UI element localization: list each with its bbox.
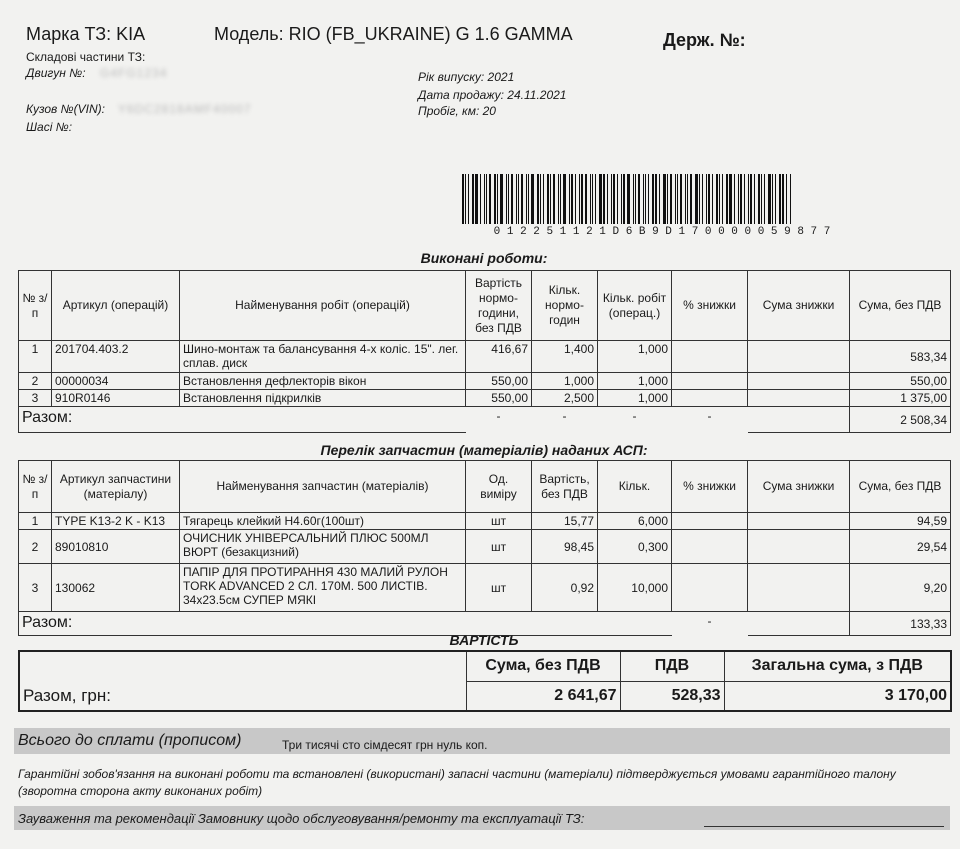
engine-label: Двигун №: (26, 66, 86, 80)
empty-cell (19, 651, 466, 681)
barcode-bar (497, 174, 498, 224)
cell: 1,000 (598, 373, 672, 390)
cell: Тягарець клейкий H4.60г(100шт) (180, 513, 466, 530)
col-header: Артикул (операцій) (52, 271, 180, 341)
amount-words-label: Всього до сплати (прописом) (18, 732, 242, 749)
barcode-bar (648, 174, 649, 224)
cell: 550,00 (466, 373, 532, 390)
barcode-bar (680, 174, 682, 224)
cost-section (18, 632, 950, 712)
cell: 6,000 (598, 513, 672, 530)
parts-title: Перелік запчастин (матеріалів) наданих АСП: (320, 442, 648, 458)
barcode-bar (722, 174, 723, 224)
amount-words-value: Три тисячі сто сімдесят грн нуль коп. (282, 738, 488, 752)
barcode-bar (699, 174, 700, 224)
body-value: Y6DC2818AMF40007 (118, 102, 252, 116)
barcode-bar (786, 174, 787, 224)
empty-cell (748, 407, 850, 433)
barcode-bar (740, 174, 742, 224)
cell: 0,300 (598, 530, 672, 564)
table-row (19, 390, 951, 407)
cell: 1 375,00 (850, 390, 951, 407)
barcode-bar (645, 174, 646, 224)
dash: - (562, 409, 567, 423)
parts-total-value: 133,33 (850, 612, 951, 636)
barcode-bar (480, 174, 481, 224)
year-label: Рік випуску: 2021 (418, 70, 515, 84)
barcode-bar (670, 174, 672, 224)
barcode-bar (590, 174, 591, 224)
parts-header-row (19, 461, 951, 513)
col-header: Сума знижки (748, 461, 850, 513)
cell: 2 (19, 530, 52, 564)
sale-date-label: Дата продажу: 24.11.2021 (418, 88, 567, 102)
barcode-bar (550, 174, 551, 224)
body-label: Кузов №(VIN): (26, 102, 105, 116)
col-header: Вартість, без ПДВ (532, 461, 598, 513)
barcode-bar (599, 174, 602, 224)
barcode-bars (462, 174, 862, 224)
barcode-bar (468, 174, 469, 224)
cell: 1,000 (598, 341, 672, 373)
barcode-bar (528, 174, 529, 224)
cost-header-row (19, 651, 951, 681)
barcode-bar (494, 174, 496, 224)
amount-words-bar (14, 728, 950, 754)
col-header: % знижки (672, 271, 748, 341)
barcode-bar (659, 174, 660, 224)
barcode-bar (652, 174, 654, 224)
brand-label: Марка ТЗ: KIA (26, 24, 146, 44)
barcode-bar (500, 174, 503, 224)
barcode-bar (531, 174, 534, 224)
barcode-bar (779, 174, 781, 224)
cost-vat: 528,33 (620, 681, 724, 711)
barcode-bar (543, 174, 544, 224)
barcode-bar (585, 174, 587, 224)
cell: шт (466, 564, 532, 612)
barcode-bar (677, 174, 678, 224)
cell (672, 513, 748, 530)
cell: 3 (19, 564, 52, 612)
table-row (19, 530, 951, 564)
cell: 550,00 (850, 373, 951, 390)
cell: 10,000 (598, 564, 672, 612)
barcode-bar (790, 174, 791, 224)
cell (748, 513, 850, 530)
barcode-bar (537, 174, 539, 224)
barcode-bar (638, 174, 640, 224)
barcode-bar (726, 174, 728, 224)
remarks-line (704, 826, 944, 827)
barcode-bar (685, 174, 686, 224)
cell: Шино-монтаж та балансування 4-х коліс. 15". лег. сплав. диск (180, 341, 466, 373)
table-row (19, 513, 951, 530)
col-header: Сума знижки (748, 271, 850, 341)
col-header: № з/п (19, 461, 52, 513)
cell: 910R0146 (52, 390, 180, 407)
cell: 1 (19, 341, 52, 373)
cell: 416,67 (466, 341, 532, 373)
barcode-bar (508, 174, 509, 224)
cell (672, 530, 748, 564)
barcode-bar (547, 174, 549, 224)
cell: ПАПІР ДЛЯ ПРОТИРАННЯ 430 МАЛИЙ РУЛОН TORK ADVANCED 2 СЛ. 170М. 500 ЛИСТІВ. 34x23.5см СУПЕР МЯКІ (180, 564, 466, 612)
barcode-bar (719, 174, 720, 224)
barcode-text: 0 1 2 2 5 1 1 2 1 D 6 B 9 D 1 7 0 0 0 0 0 5 9 8 7 7 (493, 226, 831, 238)
col-header: Артикул запчастини (матеріалу) (52, 461, 180, 513)
cell: 130062 (52, 564, 180, 612)
cell: 9,20 (850, 564, 951, 612)
barcode-bar (617, 174, 618, 224)
barcode-bar (690, 174, 692, 224)
cell (672, 341, 748, 373)
cell: 98,45 (532, 530, 598, 564)
barcode-bar (744, 174, 745, 224)
cell: 94,59 (850, 513, 951, 530)
barcode-bar (579, 174, 580, 224)
warranty-text: Гарантійні зобов'язання на виконані роботи та встановлені (використані) запасні частини (матеріали) підтверджується умовами гарантійного талону (зворотна сторона акту виконаних робіт) (18, 767, 896, 798)
dash: - (496, 409, 501, 423)
barcode-bar (768, 174, 771, 224)
barcode-bar (635, 174, 636, 224)
dash: - (707, 614, 712, 628)
barcode-bar (526, 174, 527, 224)
barcode-bar (708, 174, 710, 224)
cost-row-label: Разом, грн: (19, 681, 466, 711)
barcode-bar (775, 174, 776, 224)
cell: ОЧИСНИК УНІВЕРСАЛЬНИЙ ПЛЮС 500МЛ ВЮРТ (безакцизний) (180, 530, 466, 564)
works-table (18, 270, 951, 433)
parts-label: Складові частини ТЗ: (26, 50, 146, 64)
dash: - (632, 409, 637, 423)
cell: 1,000 (598, 390, 672, 407)
barcode-bar (667, 174, 668, 224)
cell: 15,77 (532, 513, 598, 530)
col-header: № з/п (19, 271, 52, 341)
col-header: Кільк. (598, 461, 672, 513)
parts-total-label: Разом: (19, 612, 672, 636)
barcode-bar (761, 174, 762, 224)
barcode-bar (553, 174, 555, 224)
barcode-bar (611, 174, 612, 224)
cost-sum: 2 641,67 (466, 681, 620, 711)
cell (748, 341, 850, 373)
col-total-header: Загальна сума, з ПДВ (724, 651, 951, 681)
barcode-bar (465, 174, 466, 224)
barcode-bar (540, 174, 541, 224)
barcode-bar (475, 174, 478, 224)
barcode-bar (627, 174, 630, 224)
barcode-bar (754, 174, 755, 224)
cell: 29,54 (850, 530, 951, 564)
cell: 89010810 (52, 530, 180, 564)
barcode-bar (729, 174, 732, 224)
chassis-label: Шасі №: (26, 120, 73, 134)
barcode-bar (592, 174, 593, 224)
barcode-bar (695, 174, 698, 224)
col-sum-header: Сума, без ПДВ (466, 651, 620, 681)
cell: шт (466, 530, 532, 564)
barcode-bar (595, 174, 596, 224)
cell (748, 564, 850, 612)
barcode-bar (738, 174, 739, 224)
mileage-label: Пробіг, км: 20 (418, 104, 496, 118)
cell: шт (466, 513, 532, 530)
cell (672, 564, 748, 612)
barcode-bar (623, 174, 625, 224)
table-row (19, 373, 951, 390)
barcode (462, 174, 862, 238)
barcode-bar (486, 174, 487, 224)
barcode-bar (712, 174, 713, 224)
barcode-bar (758, 174, 760, 224)
cell: 583,34 (850, 341, 951, 373)
cell (748, 373, 850, 390)
col-header: Кільк. робіт (операц.) (598, 271, 672, 341)
barcode-bar (575, 174, 576, 224)
table-row (19, 564, 951, 612)
cell: TYPE K13-2 K - K13 (52, 513, 180, 530)
works-total-value: 2 508,34 (850, 407, 951, 433)
cell (672, 390, 748, 407)
barcode-bar (603, 174, 605, 224)
barcode-bar (687, 174, 688, 224)
col-header: % знижки (672, 461, 748, 513)
cell: 00000034 (52, 373, 180, 390)
cost-table (18, 650, 952, 712)
col-header: Найменування запчастин (матеріалів) (180, 461, 466, 513)
dash: - (707, 409, 712, 423)
barcode-bar (702, 174, 703, 224)
barcode-bar (663, 174, 666, 224)
barcode-bar (675, 174, 676, 224)
cell (748, 390, 850, 407)
barcode-bar (462, 174, 464, 224)
barcode-bar (764, 174, 765, 224)
barcode-bar (569, 174, 570, 224)
barcode-bar (581, 174, 583, 224)
cell: 201704.403.2 (52, 341, 180, 373)
works-total-row (19, 407, 951, 433)
barcode-bar (516, 174, 517, 224)
works-title: Виконані роботи: (420, 250, 548, 266)
col-header: Сума, без ПДВ (850, 271, 951, 341)
barcode-bar (706, 174, 707, 224)
barcode-bar (750, 174, 752, 224)
barcode-bar (734, 174, 735, 224)
barcode-bar (484, 174, 485, 224)
cell: 1,400 (532, 341, 598, 373)
barcode-bar (506, 174, 507, 224)
cell: 1 (19, 513, 52, 530)
barcode-bar (472, 174, 474, 224)
barcode-bar (748, 174, 749, 224)
barcode-bar (772, 174, 773, 224)
barcode-bar (489, 174, 491, 224)
col-header: Кільк. нормо-годин (532, 271, 598, 341)
cost-value-row (19, 681, 951, 711)
cell: 550,00 (466, 390, 532, 407)
cell: 3 (19, 390, 52, 407)
engine-value: G4FG1234 (100, 66, 168, 80)
cell: 2 (19, 373, 52, 390)
cell (748, 530, 850, 564)
barcode-bar (571, 174, 573, 224)
cost-total: 3 170,00 (724, 681, 951, 711)
cell (672, 373, 748, 390)
col-vat-header: ПДВ (620, 651, 724, 681)
remarks-bar (14, 806, 950, 830)
barcode-bar (558, 174, 559, 224)
cost-title: ВАРТІСТЬ (449, 632, 519, 648)
barcode-bar (613, 174, 615, 224)
col-header: Сума, без ПДВ (850, 461, 951, 513)
barcode-bar (716, 174, 718, 224)
remarks-label: Зауваження та рекомендації Замовнику щодо обслуговування/ремонту та експлуатації ТЗ: (18, 811, 585, 826)
barcode-bar (633, 174, 634, 224)
works-total-label: Разом: (19, 407, 466, 433)
col-header: Найменування робіт (операцій) (180, 271, 466, 341)
cell: Встановлення підкрилків (180, 390, 466, 407)
table-row (19, 341, 951, 373)
plate-label: Держ. №: (663, 30, 746, 50)
cell: Встановлення дефлекторів вікон (180, 373, 466, 390)
cell: 1,000 (532, 373, 598, 390)
cell: 2,500 (532, 390, 598, 407)
barcode-bar (607, 174, 608, 224)
barcode-bar (643, 174, 644, 224)
model-label: Модель: RIO (FB_UKRAINE) G 1.6 GAMMA (214, 24, 573, 44)
col-header: Вартість нормо-години, без ПДВ (466, 271, 532, 341)
barcode-bar (521, 174, 523, 224)
barcode-bar (563, 174, 566, 224)
works-section (18, 250, 950, 433)
barcode-bar (511, 174, 513, 224)
barcode-bar (518, 174, 519, 224)
works-header-row (19, 271, 951, 341)
barcode-bar (782, 174, 784, 224)
cell: 0,92 (532, 564, 598, 612)
parts-table (18, 460, 951, 636)
barcode-bar (560, 174, 561, 224)
barcode-bar (655, 174, 657, 224)
barcode-bar (621, 174, 622, 224)
parts-section (18, 442, 950, 636)
col-header: Од. виміру (466, 461, 532, 513)
